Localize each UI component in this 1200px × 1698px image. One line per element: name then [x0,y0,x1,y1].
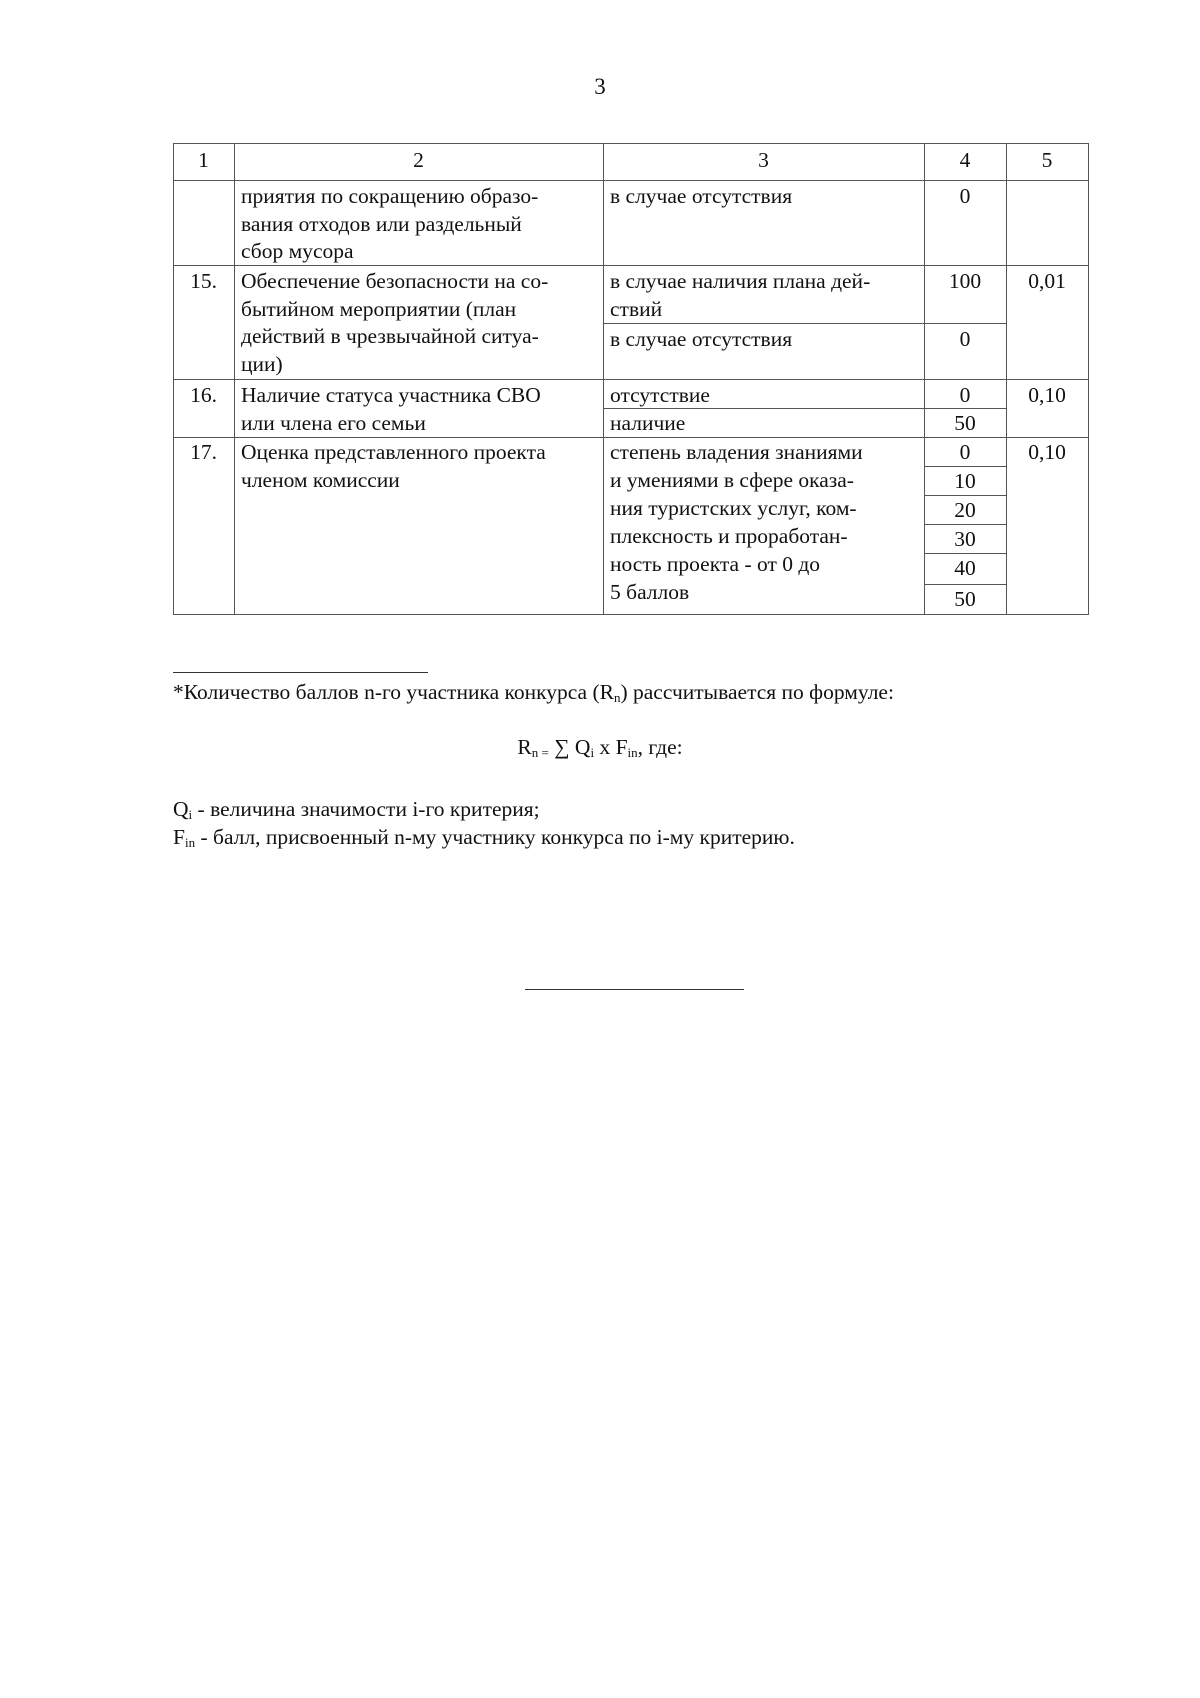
weight-cell: 0,01 [1028,269,1066,293]
score-cell: 40 [954,556,976,580]
footnote-intro: *Количество баллов n-го участника конкурса $(R_n)$ рассчитывается по формуле: [173,680,894,705]
header-cell: 3 [758,148,769,172]
score-cell: 30 [954,527,976,551]
criterion-text: действий в чрезвычайной ситуа- [241,324,539,348]
score-cell: 100 [948,269,982,293]
end-separator [525,989,744,990]
condition-text: и умениями в сфере оказа- [610,468,854,492]
criterion-text: бытийном мероприятии (план [241,296,517,321]
table-border-bottom [173,614,1089,615]
table-border-right [1088,143,1089,615]
page-number: 3 [594,74,606,99]
column-rule [1006,143,1007,615]
score-cell: 0 [959,327,971,351]
criterion-text: ции) [241,351,283,376]
condition-text: в случае отсутствия [610,184,793,208]
criterion-text: вания отходов или раздельный [241,211,522,236]
score-cell: 0 [959,184,971,208]
condition-text: в случае наличия плана дей- [610,269,871,293]
header-cell: 4 [959,148,971,172]
row-number: 15. [190,269,217,293]
header-rule [173,180,1089,181]
score-cell: 0 [959,383,971,407]
criterion-text: Обеспечение безопасности на со- [241,269,549,293]
definition-q: $Q_i$ - величина значимости i-го критерия; [173,797,540,822]
criterion-text: приятия по сокращению образо- [241,184,539,208]
column-rule [234,143,235,615]
criterion-text: Оценка представленного проекта [241,440,546,464]
condition-text: в случае отсутствия [610,327,793,351]
score-cell: 10 [954,469,976,493]
score-cell: 50 [954,411,976,435]
score-cell: 0 [959,440,971,464]
row-rule-16 [173,379,1089,380]
score-formula: $R_{n =}$ ∑ $Q_i$ x $F_{in}$, где: [517,735,683,760]
condition-text: 5 баллов [610,580,690,604]
condition-text: ния туристских услуг, ком- [610,496,857,520]
header-cell: 5 [1041,148,1053,172]
condition-text: ствий [610,296,663,321]
row15-sub-rule [603,323,1006,324]
condition-text: плексность и проработан- [610,524,848,548]
condition-text: наличие [610,411,686,435]
footnote-separator [173,672,428,673]
score-cell: 20 [954,498,976,522]
table-border-top [173,143,1089,144]
weight-cell: 0,10 [1028,383,1066,407]
score-cell: 50 [954,587,976,611]
header-cell: 2 [413,148,424,172]
table-border-left [173,143,174,615]
weight-cell: 0,10 [1028,440,1066,464]
condition-text: степень владения знаниями [610,440,863,464]
score-rule [924,584,1006,585]
criterion-text: Наличие статуса участника СВО [241,383,541,407]
condition-text: ность проекта - от 0 до [610,552,821,576]
condition-text: отсутствие [610,383,710,407]
criterion-text: или члена его семьи [241,410,426,435]
row-number: 16. [190,383,217,407]
header-cell: 1 [198,148,209,172]
column-rule [603,143,604,615]
criteria-table [173,143,1089,615]
criterion-text: сбор мусора [241,239,354,263]
definition-f: $F_{in}$ - балл, присвоенный n-му участнику конкурса по i-му критерию. [173,825,795,850]
row-number: 17. [190,440,217,464]
criterion-text: членом комиссии [241,468,400,492]
